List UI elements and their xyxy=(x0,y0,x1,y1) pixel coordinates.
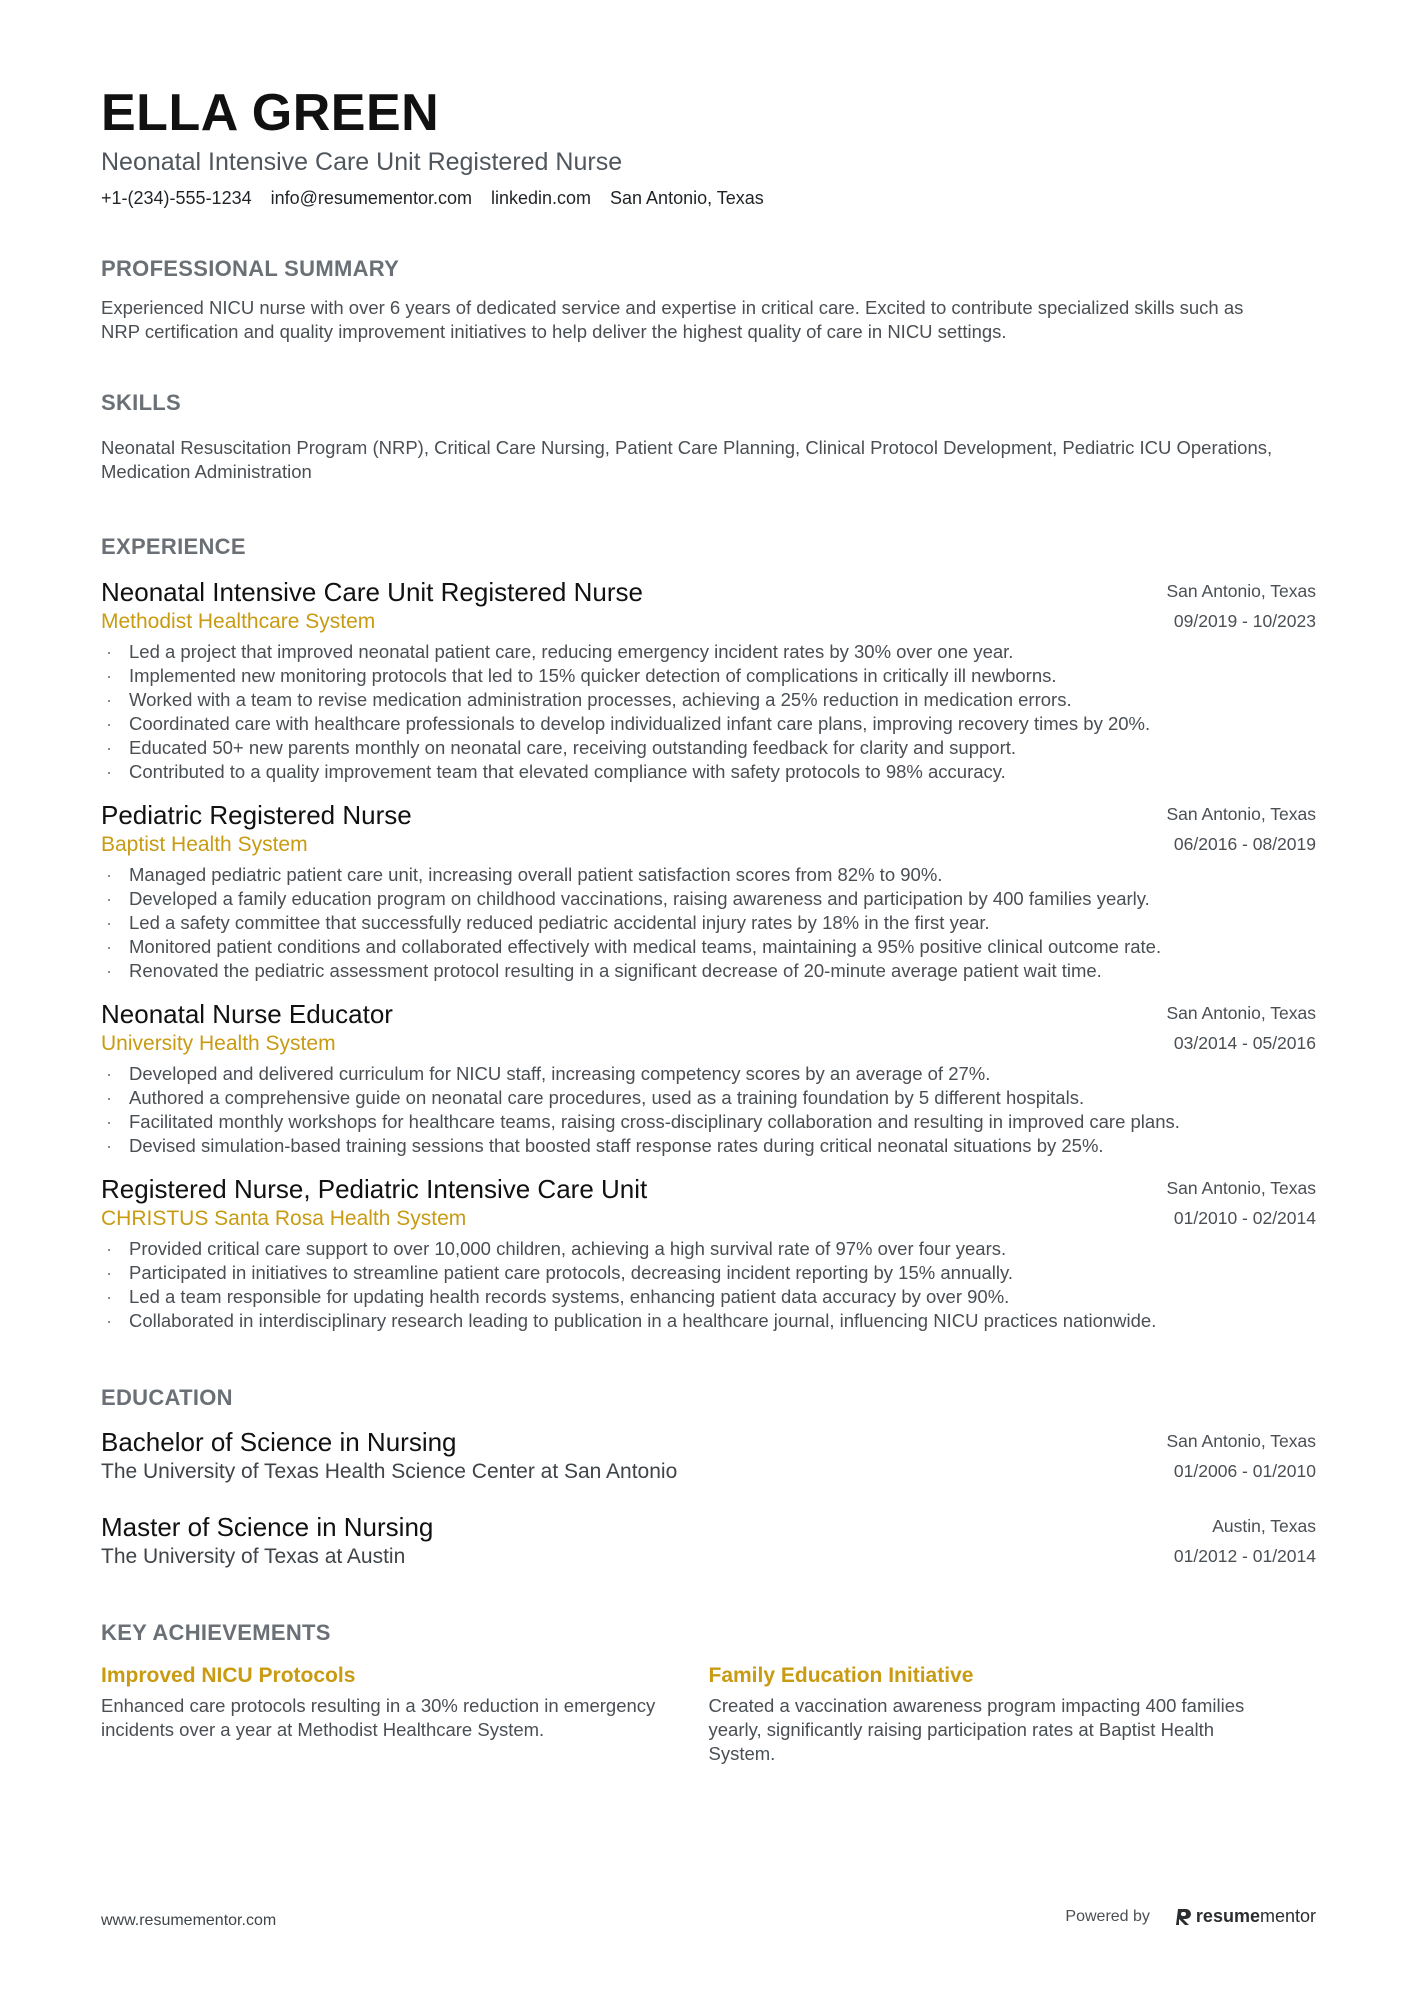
job-company: University Health System xyxy=(101,1032,336,1055)
job-entry xyxy=(101,1173,1316,1333)
powered-by-label: Powered by xyxy=(1065,1907,1150,1925)
job-dates: 06/2016 - 08/2019 xyxy=(1173,834,1316,854)
edu-location: Austin, Texas xyxy=(1212,1516,1316,1536)
degree-title: Master of Science in Nursing xyxy=(101,1512,434,1542)
section-heading: SKILLS xyxy=(101,390,182,415)
bullet-item: · Participated in initiatives to streamline patient care protocols, decreasing incident reporting by 15% annually. xyxy=(106,1262,1014,1283)
job-location: San Antonio, Texas xyxy=(1166,804,1316,824)
bullet-item: · Authored a comprehensive guide on neonatal care procedures, used as a training foundation by 5 different hospitals. xyxy=(106,1087,1085,1108)
edu-dates: 01/2006 - 01/2010 xyxy=(1173,1461,1316,1481)
edu-location: San Antonio, Texas xyxy=(1166,1431,1316,1451)
bullet-item: · Devised simulation-based training sessions that boosted staff response rates during critical neonatal situations by 25%. xyxy=(106,1135,1104,1156)
contact-location: San Antonio, Texas xyxy=(610,188,764,208)
section-heading: PROFESSIONAL SUMMARY xyxy=(101,256,400,281)
education-entry xyxy=(101,1511,1316,1571)
degree-title: Bachelor of Science in Nursing xyxy=(101,1427,457,1457)
achievement-card xyxy=(709,1662,1317,1766)
achievement-text: Created a vaccination awareness program impacting 400 families yearly, significantly raising participation rates at Baptist Health System. xyxy=(708,1695,1245,1764)
bullet-item: · Facilitated monthly workshops for healthcare teams, raising cross-disciplinary collaboration and resulting in improved care plans. xyxy=(106,1111,1180,1132)
achievement-title: Family Education Initiative xyxy=(708,1664,974,1687)
job-title: Pediatric Registered Nurse xyxy=(101,800,412,830)
bullet-item: · Contributed to a quality improvement team that elevated compliance with safety protocols to 98% accuracy. xyxy=(106,761,1006,782)
job-entry xyxy=(101,576,1316,784)
candidate-title: Neonatal Intensive Care Unit Registered Nurse xyxy=(101,148,623,176)
bullet-item: · Educated 50+ new parents monthly on neonatal care, receiving outstanding feedback for clarity and support. xyxy=(106,737,1017,758)
job-dates: 09/2019 - 10/2023 xyxy=(1173,611,1316,631)
bullet-item: · Developed and delivered curriculum for NICU staff, increasing competency scores by an average of 27%. xyxy=(106,1063,991,1084)
bullet-item: · Collaborated in interdisciplinary research leading to publication in a healthcare journal, influencing NICU practices nationwide. xyxy=(106,1310,1157,1331)
candidate-name: ELLA GREEN xyxy=(101,84,440,142)
footer-branding xyxy=(1065,1906,1316,1927)
section-heading: EXPERIENCE xyxy=(101,534,246,559)
job-title: Registered Nurse, Pediatric Intensive Care Unit xyxy=(101,1174,648,1204)
section-heading: KEY ACHIEVEMENTS xyxy=(101,1620,331,1645)
brand-name-light: mentor xyxy=(1259,1906,1316,1926)
contact-line xyxy=(101,186,1316,210)
bullet-item: · Managed pediatric patient care unit, increasing overall patient satisfaction scores from 82% to 90%. xyxy=(106,864,943,885)
job-company: CHRISTUS Santa Rosa Health System xyxy=(101,1207,467,1230)
contact-phone: +1-(234)-555-1234 xyxy=(101,188,252,208)
job-bullets xyxy=(101,640,1316,784)
resumementor-logo-icon xyxy=(1176,1907,1192,1927)
contact-email: info@resumementor.com xyxy=(270,188,472,208)
bullet-item: · Renovated the pediatric assessment protocol resulting in a significant decrease of 20-minute average patient wait time. xyxy=(106,960,1102,981)
skills-section xyxy=(101,389,1316,484)
job-title: Neonatal Nurse Educator xyxy=(101,999,393,1029)
skills-text: Neonatal Resuscitation Program (NRP), Critical Care Nursing, Patient Care Planning, Clinical Protocol Development, Pediatric ICU Operations, Medication Administration xyxy=(101,437,1273,482)
footer-website[interactable]: www.resumementor.com xyxy=(101,1912,277,1929)
job-dates: 01/2010 - 02/2014 xyxy=(1173,1208,1316,1228)
bullet-item: · Worked with a team to revise medication administration processes, achieving a 25% reduction in medication errors. xyxy=(106,689,1072,710)
summary-section xyxy=(101,255,1316,344)
achievement-text: Enhanced care protocols resulting in a 30% reduction in emergency incidents over a year at Methodist Healthcare System. xyxy=(101,1695,656,1740)
bullet-item: · Led a safety committee that successfully reduced pediatric accidental injury rates by 18% in the first year. xyxy=(106,912,990,933)
job-entry xyxy=(101,799,1316,983)
section-heading: EDUCATION xyxy=(101,1385,233,1410)
brand-name-bold: resume xyxy=(1195,1906,1260,1926)
job-company: Baptist Health System xyxy=(101,833,308,856)
job-bullets xyxy=(101,863,1316,983)
resume-page xyxy=(101,82,1316,1766)
job-entry xyxy=(101,998,1316,1158)
bullet-item: · Provided critical care support to over 10,000 children, achieving a high survival rate of 97% over four years. xyxy=(106,1238,1007,1259)
edu-dates: 01/2012 - 01/2014 xyxy=(1173,1546,1316,1566)
job-location: San Antonio, Texas xyxy=(1166,581,1316,601)
bullet-item: · Coordinated care with healthcare professionals to develop individualized infant care plans, improving recovery times by 20%. xyxy=(106,713,1151,734)
job-bullets xyxy=(101,1062,1316,1158)
job-company: Methodist Healthcare System xyxy=(101,610,376,633)
summary-text: Experienced NICU nurse with over 6 years of dedicated service and expertise in critical care. Excited to contribute specialized skills such as NRP certification and quality improvement initiatives to help deliver the highest quality of care in NICU settings. xyxy=(101,297,1244,342)
school-name: The University of Texas at Austin xyxy=(101,1545,406,1568)
bullet-item: · Implemented new monitoring protocols that led to 15% quicker detection of complications in critically ill newborns. xyxy=(106,665,1057,686)
bullet-item: · Led a project that improved neonatal patient care, reducing emergency incident rates by 30% over one year. xyxy=(106,641,1014,662)
experience-section xyxy=(101,533,1316,1333)
job-location: San Antonio, Texas xyxy=(1166,1003,1316,1023)
job-location: San Antonio, Texas xyxy=(1166,1178,1316,1198)
achievement-card xyxy=(101,1662,709,1766)
education-section xyxy=(101,1384,1316,1571)
contact-linkedin: linkedin.com xyxy=(490,188,592,208)
school-name: The University of Texas Health Science Center at San Antonio xyxy=(101,1460,678,1483)
brand-logo[interactable] xyxy=(1176,1906,1316,1927)
bullet-item: · Monitored patient conditions and collaborated effectively with medical teams, maintaining a 95% positive clinical outcome rate. xyxy=(106,936,1162,957)
education-entry xyxy=(101,1426,1316,1486)
bullet-item: · Led a team responsible for updating health records systems, enhancing patient data accuracy by over 90%. xyxy=(106,1286,1010,1307)
job-dates: 03/2014 - 05/2016 xyxy=(1173,1033,1316,1053)
bullet-item: · Developed a family education program on childhood vaccinations, raising awareness and participation by 400 families yearly. xyxy=(106,888,1150,909)
achievement-title: Improved NICU Protocols xyxy=(101,1664,356,1687)
achievements-section xyxy=(101,1619,1316,1766)
job-title: Neonatal Intensive Care Unit Registered Nurse xyxy=(101,577,643,607)
job-bullets xyxy=(101,1237,1316,1333)
